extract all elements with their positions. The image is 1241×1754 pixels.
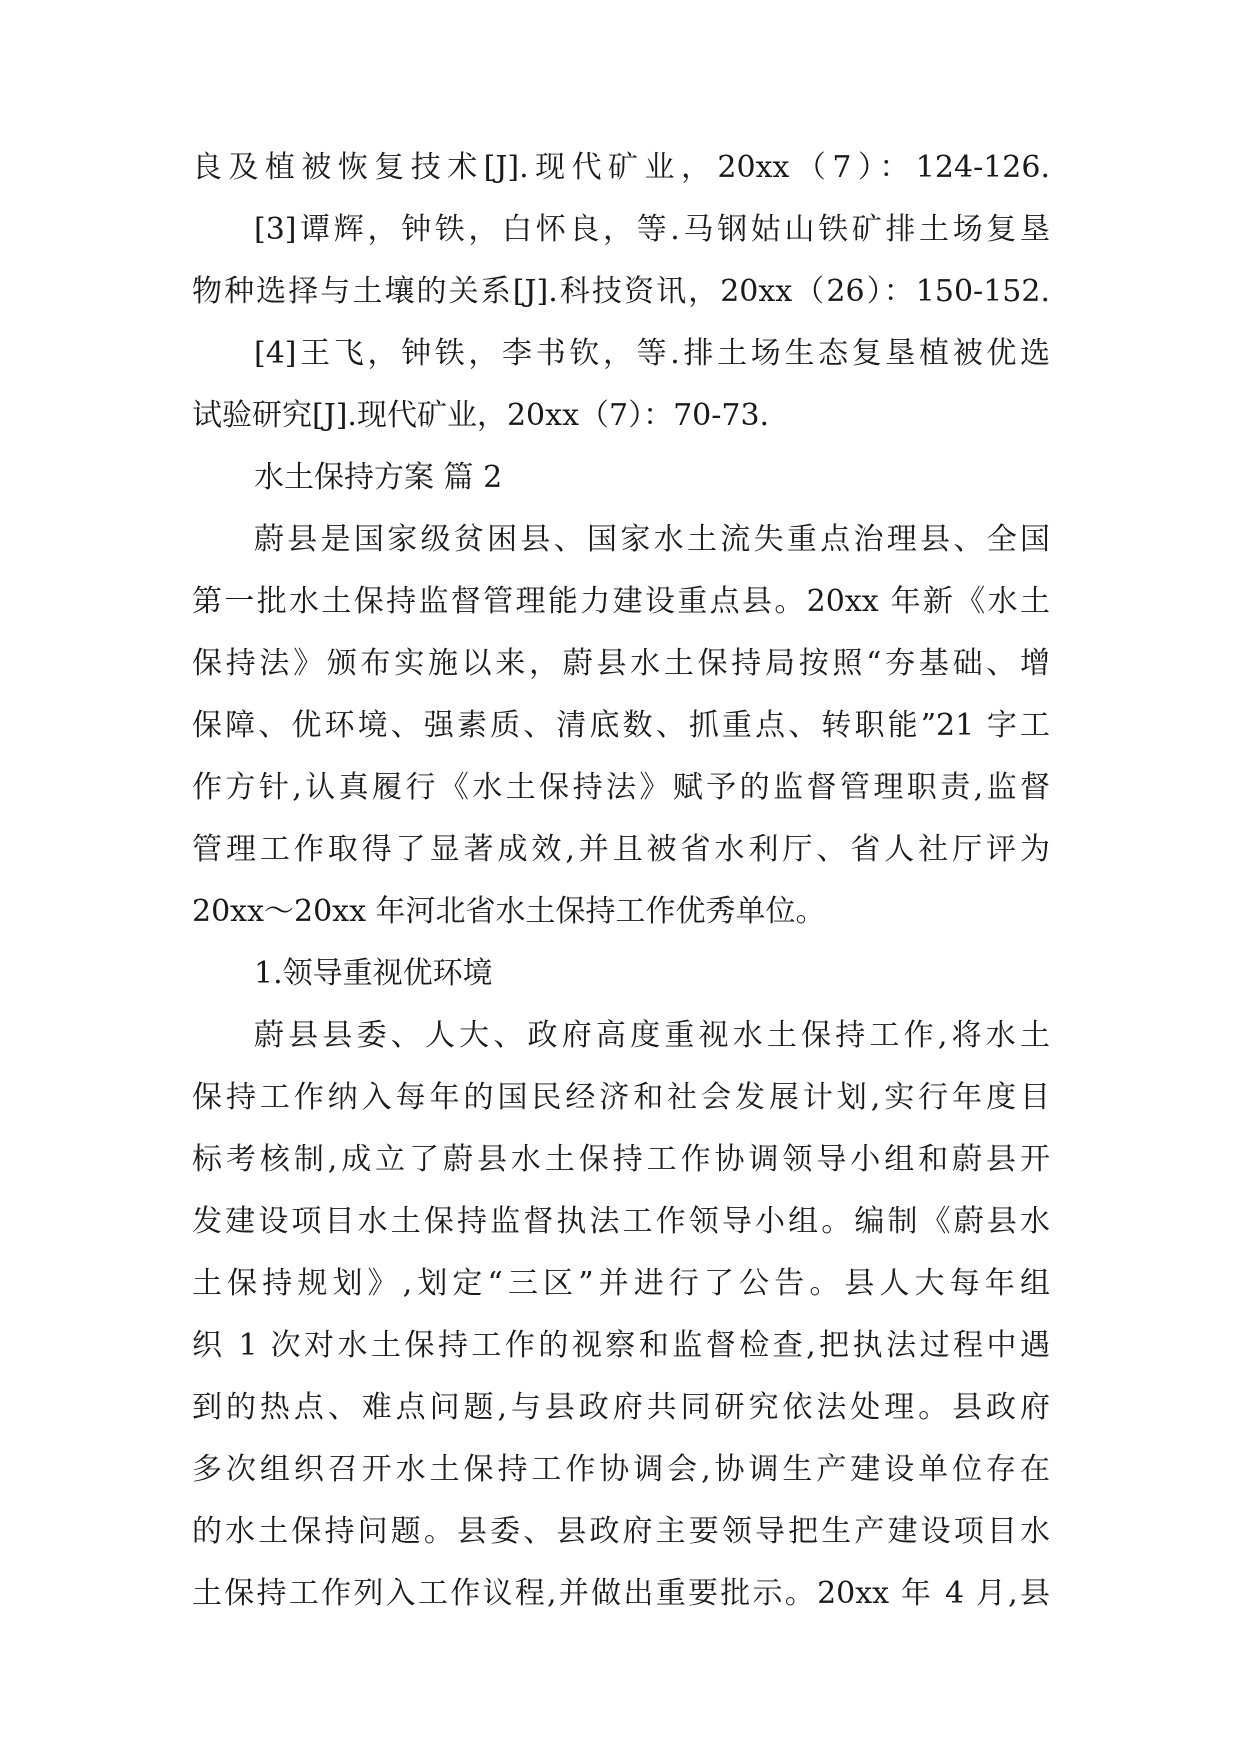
paragraph-line: 保持工作纳入每年的国民经济和社会发展计划,实行年度目 xyxy=(192,1080,1050,1115)
paragraph-line: 标考核制,成立了蔚县水土保持工作协调领导小组和蔚县开 xyxy=(192,1142,1050,1177)
paragraph-line: 作方针,认真履行《水土保持法》赋予的监督管理职责,监督 xyxy=(192,770,1050,805)
paragraph-line: 多次组织召开水土保持工作协调会,协调生产建设单位存在 xyxy=(192,1452,1050,1487)
subheading: 1.领导重视优环境 xyxy=(254,956,493,991)
paragraph-line: 第一批水土保持监督管理能力建设重点县。20xx 年新《水土 xyxy=(192,584,1050,619)
paragraph-line: 蔚县是国家级贫困县、国家水土流失重点治理县、全国 xyxy=(254,522,1050,557)
paragraph-line: 发建设项目水土保持监督执法工作领导小组。编制《蔚县水 xyxy=(192,1204,1050,1239)
reference-item: [4]王飞，钟铁，李书钦，等.排土场生态复垦植被优选 xyxy=(254,336,1050,371)
paragraph-line: 到的热点、难点问题,与县政府共同研究依法处理。县政府 xyxy=(192,1390,1050,1425)
text-line: 良及植被恢复技术[J].现代矿业，20xx（7）：124-126. xyxy=(192,150,1050,185)
paragraph-line: 20xx～20xx 年河北省水土保持工作优秀单位。 xyxy=(192,894,826,929)
section-title: 水土保持方案 篇 2 xyxy=(254,460,503,495)
text-line: 试验研究[J].现代矿业，20xx（7）：70-73. xyxy=(192,398,770,433)
paragraph-line: 蔚县县委、人大、政府高度重视水土保持工作,将水土 xyxy=(254,1018,1050,1053)
paragraph-line: 的水土保持问题。县委、县政府主要领导把生产建设项目水 xyxy=(192,1514,1050,1549)
paragraph-line: 织 1 次对水土保持工作的视察和监督检查,把执法过程中遇 xyxy=(192,1328,1050,1363)
paragraph-line: 土保持工作列入工作议程,并做出重要批示。20xx 年 4 月,县 xyxy=(192,1576,1050,1611)
paragraph-line: 土保持规划》,划定“三区”并进行了公告。县人大每年组 xyxy=(192,1266,1050,1301)
paragraph-line: 保持法》颁布实施以来，蔚县水土保持局按照“夯基础、增 xyxy=(192,646,1050,681)
paragraph-line: 保障、优环境、强素质、清底数、抓重点、转职能”21 字工 xyxy=(192,708,1050,743)
reference-item: [3]谭辉，钟铁，白怀良，等.马钢姑山铁矿排土场复垦 xyxy=(254,212,1050,247)
paragraph-line: 管理工作取得了显著成效,并且被省水利厅、省人社厅评为 xyxy=(192,832,1050,867)
text-line: 物种选择与土壤的关系[J].科技资讯，20xx（26）：150-152. xyxy=(192,274,1050,309)
